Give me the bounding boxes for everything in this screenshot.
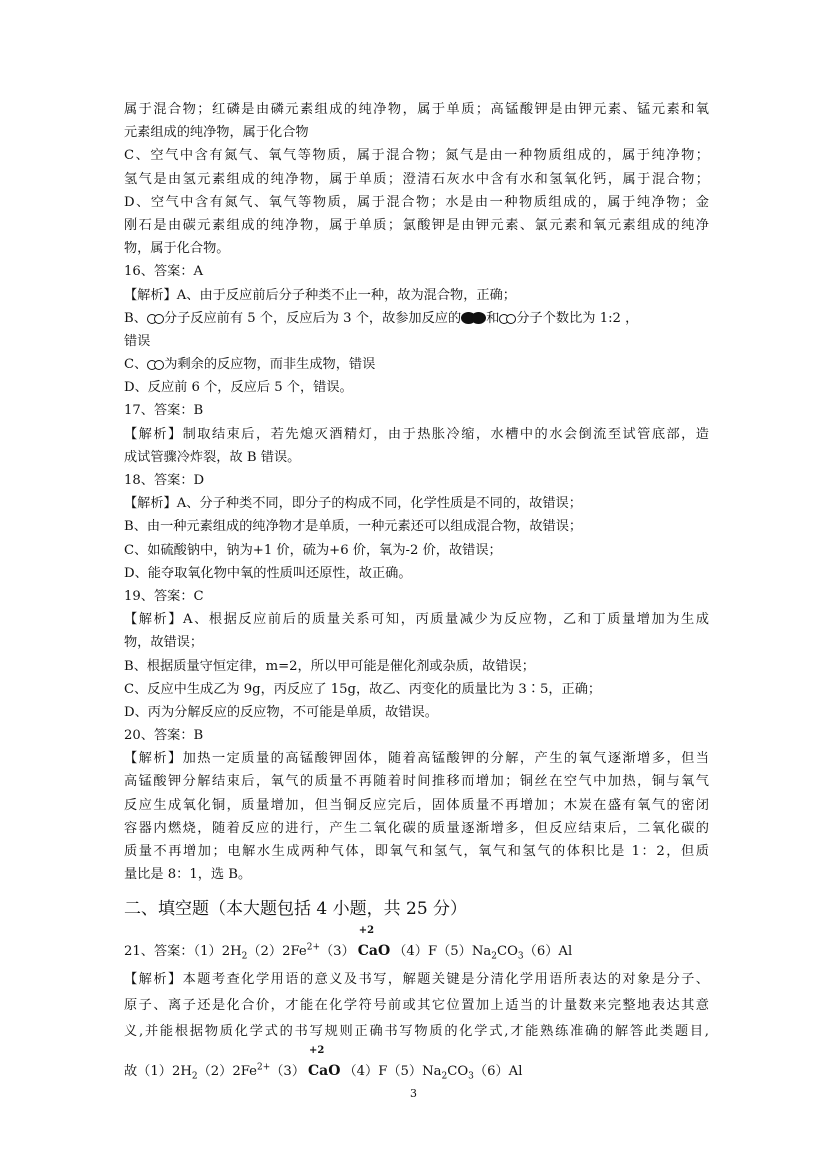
- text-line: 量比是 8：1，选 B。: [124, 867, 252, 883]
- text-line: B、根据质量守恒定律，m=2，所以甲可能是催化剂或杂质，故错误；: [124, 658, 535, 674]
- answer-18: 18、答案：D: [124, 473, 205, 488]
- answer-20: 20、答案：B: [124, 728, 204, 744]
- formula-text: CaO: [308, 1063, 341, 1080]
- text-line: 高锰酸钾分解结束后，氧气的质量不再随着时间推移而增加；铜丝在空气中加热，铜与氧气: [124, 774, 709, 790]
- text-line: 刚石是由碳元素组成的纯净物，属于单质；氯酸钾是由钾元素、氯元素和氧元素组成的纯净: [124, 217, 709, 233]
- text-line: 【解析】本题考查化学用语的意义及书写，解题关键是分清化学用语所表达的对象是分子、: [124, 972, 709, 988]
- text-fragment: 21、答案：（1）2H: [124, 944, 242, 960]
- text-fragment: （2）2Fe: [197, 1064, 257, 1080]
- text-line: D、丙为分解反应的反应物，不可能是单质，故错误。: [124, 704, 438, 720]
- text-line: 【解析】制取结束后，若先熄灭酒精灯，由于热胀冷缩，水槽中的水会倒流至试管底部，造: [124, 426, 709, 442]
- page-number: 3: [410, 1087, 417, 1100]
- cao-valence-formula: [357, 925, 391, 965]
- answer-19: 19、答案：C: [124, 588, 204, 604]
- text-line: 物，故错误；: [124, 635, 204, 651]
- subscript: 3: [517, 952, 524, 963]
- superscript: 2+: [306, 942, 320, 953]
- text-fragment: CO: [447, 1064, 469, 1080]
- valence-mark: +2: [309, 1045, 325, 1057]
- text-fragment: （2）2Fe: [247, 944, 307, 960]
- text-fragment: 分子反应前有 5 个，反应后为 3 个，故参加反应的: [163, 310, 462, 326]
- text-fragment: （4）F（5）Na: [343, 1064, 442, 1080]
- text-fragment: 为剩余的反应物，而非生成物，错误: [164, 357, 376, 373]
- text-line: D、能夺取氧化物中氧的性质叫还原性，故正确。: [124, 565, 412, 581]
- answer-16: 16、答案：A: [124, 264, 204, 280]
- text-fragment: 分子个数比为 1:2 ，: [516, 310, 639, 326]
- text-line: C、反应中生成乙为 9g，丙反应了 15g，故乙、丙变化的质量比为 3∶5，正确；: [124, 681, 602, 697]
- text-line: 属于混合物；红磷是由磷元素组成的纯净物，属于单质；高锰酸钾是由钾元素、锰元素和氧: [124, 102, 709, 117]
- text-line: 反应生成氧化铜，质量增加，但当铜反应完后，固体质量不再增加；木炭在盛有氧气的密闭: [124, 797, 709, 813]
- text-line: 【解析】加热一定质量的高锰酸钾固体，随着高锰酸钾的分解，产生的氧气逐渐增多，但当: [124, 751, 709, 767]
- valence-mark: +2: [358, 925, 375, 937]
- text-line: 原子、离子还是化合价，才能在化学符号前或其它位置加上适当的计量数来完整地表达其意: [124, 998, 709, 1014]
- text-line: 【解析】A、分子种类不同，即分子的构成不同，化学性质是不同的，故错误；: [124, 496, 582, 512]
- text-line: 成试管骤冷炸裂，故 B 错误。: [124, 449, 301, 465]
- text-fragment: （3）: [320, 944, 355, 960]
- superscript: 2+: [256, 1062, 271, 1073]
- section-heading: 二、填空题（本大题包括 4 小题，共 25 分）: [124, 899, 468, 920]
- text-line: C、空气中含有氮气、氧气等物质，属于混合物；氮气是由一种物质组成的，属于纯净物；: [124, 148, 709, 164]
- cao-valence-formula: [308, 1045, 341, 1085]
- answer-21: [124, 925, 709, 963]
- text-line: 义,并能根据物质化学式的书写规则正确书写物质的化学式,才能熟练准确的解答此类题目,: [124, 1024, 709, 1040]
- white-molecule-icon: [147, 309, 164, 332]
- subscript: 2: [241, 952, 248, 963]
- text-line: 质量不再增加；电解水生成两种气体，即氧气和氢气，氧气和氢气的体积比是 1：2，但质: [124, 844, 709, 859]
- text-line: 【解析】A、根据反应前后的质量关系可知，丙质量减少为反应物，乙和丁质量增加为生成: [124, 612, 709, 628]
- final-answer: [124, 1045, 709, 1083]
- subscript: 2: [441, 1072, 448, 1083]
- subscript: 2: [491, 952, 498, 963]
- text-fragment: 和: [486, 310, 500, 326]
- text-fragment: CO: [497, 944, 518, 960]
- answer-17: 17、答案：B: [124, 403, 204, 419]
- text-line: C、如硫酸钠中，钠为+1 价，硫为+6 价，氧为-2 价，故错误；: [124, 542, 502, 558]
- text-line: D、空气中含有氮气、氧气等物质，属于混合物；水是由一种物质组成的，属于纯净物；金: [124, 194, 709, 210]
- text-line: B、由一种元素组成的纯净物才是单质，一种元素还可以组成混合物，故错误；: [124, 519, 583, 535]
- text-line: 【解析】A、由于反应前后分子种类不止一种，故为混合物，正确；: [124, 287, 516, 303]
- formula-text: CaO: [357, 943, 391, 960]
- text-fragment: （3）: [270, 1064, 306, 1080]
- subscript: 3: [468, 1072, 474, 1083]
- text-fragment: 故（1）2H: [124, 1064, 192, 1080]
- text-fragment: B、: [124, 310, 147, 326]
- text-fragment: （6）Al: [473, 1064, 523, 1080]
- text-line: [124, 307, 709, 330]
- white-molecule-icon: [147, 355, 164, 378]
- text-line: 氢气是由氢元素组成的纯净物，属于单质；澄清石灰水中含有水和氢氧化钙，属于混合物；: [124, 171, 709, 187]
- text-line: D、反应前 6 个，反应后 5 个，错误。: [124, 380, 353, 396]
- text-fragment: （4）F（5）Na: [393, 944, 492, 960]
- text-line: 容器内燃烧，随着反应的进行，产生二氧化碳的质量逐渐增多，但反应结束后，二氧化碳的: [124, 820, 709, 836]
- black-molecule-icon: [461, 309, 486, 332]
- text-line: 元素组成的纯净物，属于化合物: [124, 125, 309, 141]
- text-line: [124, 353, 709, 376]
- text-line: 错误: [124, 333, 151, 349]
- subscript: 2: [191, 1072, 198, 1083]
- white-molecule-icon: [499, 309, 516, 332]
- text-line: 物，属于化合物。: [124, 241, 230, 257]
- text-fragment: C、: [124, 357, 148, 373]
- document-page: [124, 98, 709, 1083]
- text-fragment: （6）Al: [523, 944, 573, 960]
